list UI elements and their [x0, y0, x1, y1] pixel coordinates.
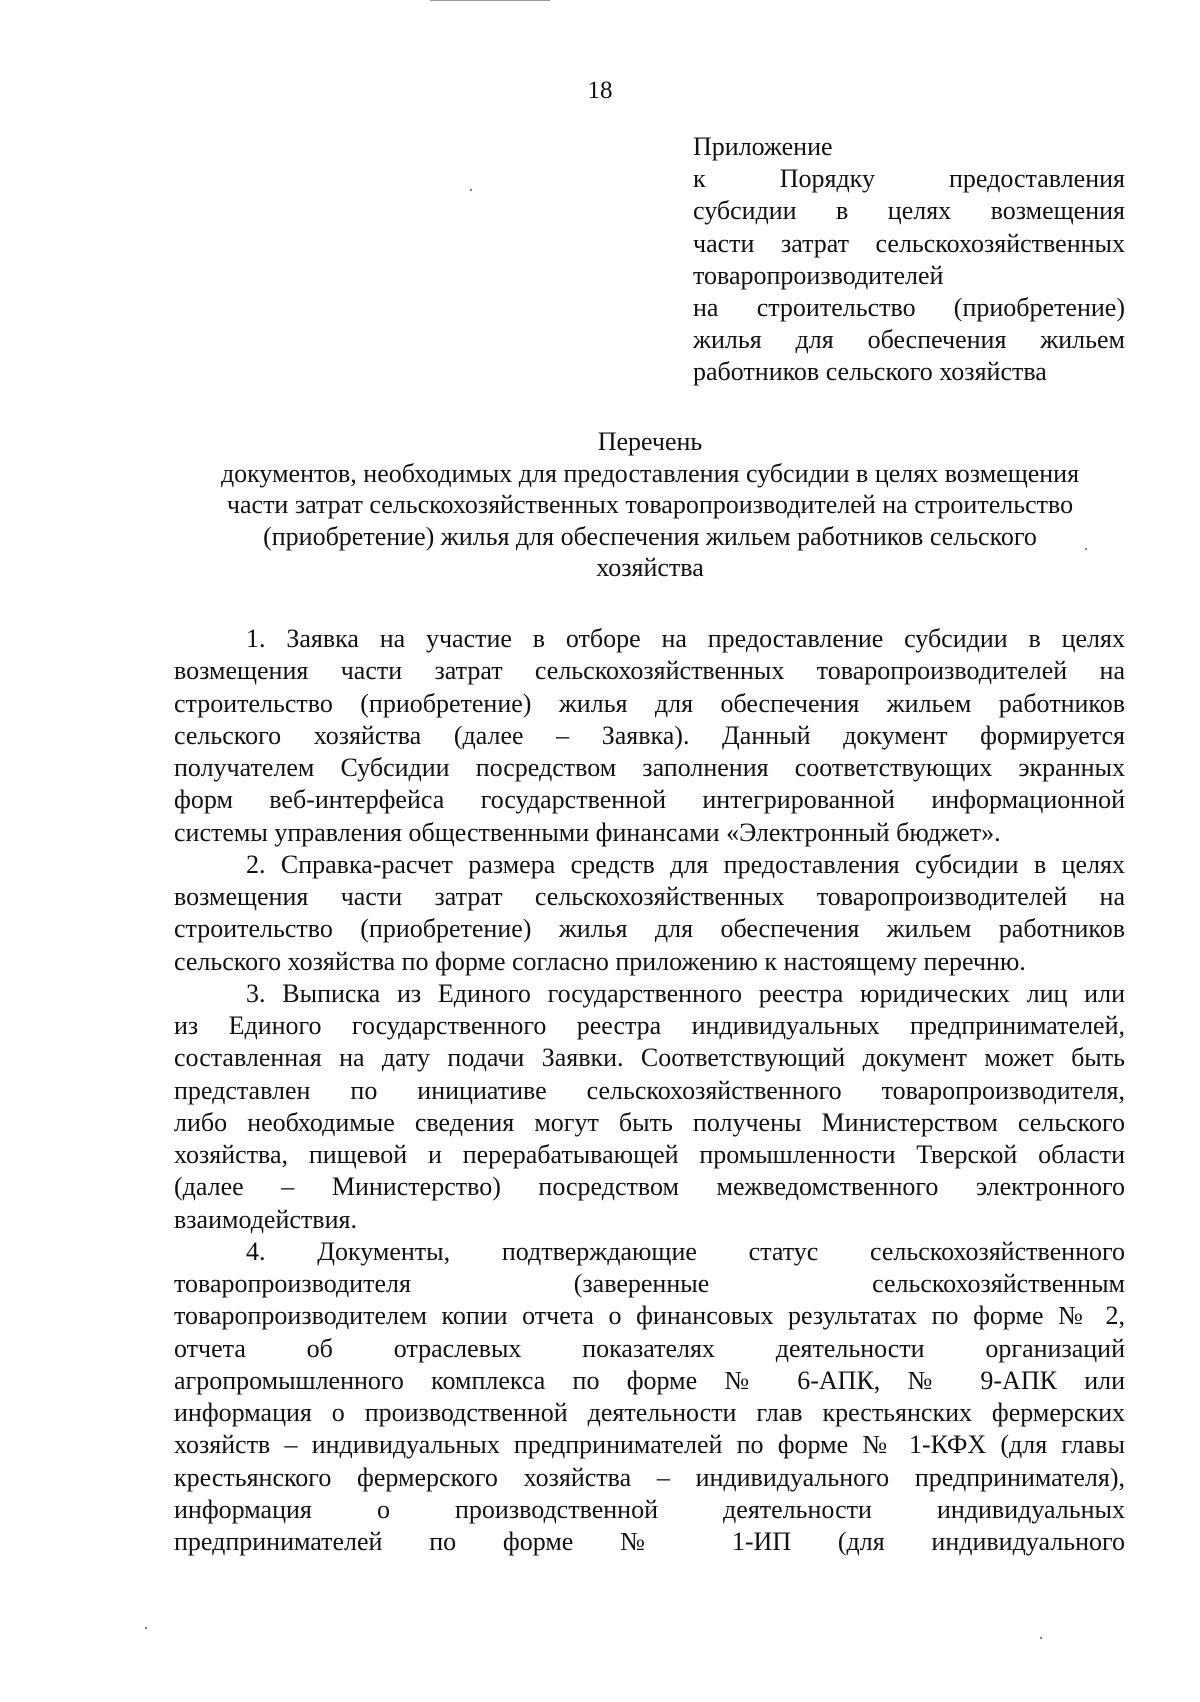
body-line: 3. Выписка из Единого государственного реестра юридических лиц или [246, 978, 1125, 1008]
body-line: возмещения части затрат сельскохозяйственных товаропроизводителей на [174, 656, 1125, 686]
scan-dot [470, 189, 472, 191]
body-line: 4. Документы, подтверждающие статус сельскохозяйственного [246, 1236, 1125, 1266]
body-line: возмещения части затрат сельскохозяйственных товаропроизводителей на [174, 882, 1125, 911]
body-line: товаропроизводителя (заверенные сельскохозяйственным [174, 1269, 1125, 1298]
body-line: получателем Субсидии посредством заполнения соответствующих экранных [174, 753, 1125, 782]
appendix-line: товаропроизводителей [693, 260, 944, 290]
scan-dot [1040, 1637, 1042, 1639]
body-line: хозяйств – индивидуальных предпринимателей по форме № 1-КФХ (для главы [174, 1430, 1125, 1460]
body-line: (далее – Министерство) посредством межведомственного электронного [174, 1172, 1125, 1202]
title-line: документов, необходимых для предоставления субсидии в целях возмещения [220, 458, 1080, 488]
body-line: 1. Заявка на участие в отборе на предоставление субсидии в целях [246, 624, 1125, 653]
body-line: либо необходимые сведения могут быть получены Министерством сельского [174, 1107, 1125, 1137]
document-title [170, 426, 1130, 584]
body-line: сельского хозяйства (далее – Заявка). Данный документ формируется [174, 720, 1125, 750]
body-line: товаропроизводителем копии отчета о финансовых результатах по форме № 2, [174, 1301, 1125, 1331]
appendix-line: Приложение [693, 132, 833, 161]
body-line: строительство (приобретение) жилья для обеспечения жильем работников [174, 688, 1125, 718]
body-line: системы управления общественными финансами «Электронный бюджет». [174, 817, 1001, 847]
appendix-line: работников сельского хозяйства [693, 357, 1047, 387]
title-line: (приобретение) жилья для обеспечения жильем работников сельского [263, 521, 1037, 551]
body-line: 2. Справка-расчет размера средств для предоставления субсидии в целях [246, 849, 1125, 879]
body-line: составленная на дату подачи Заявки. Соответствующий документ может быть [174, 1043, 1125, 1073]
appendix-heading [693, 131, 1125, 389]
body-line: взаимодействия. [174, 1204, 357, 1234]
body-line: отчета об отраслевых показателях деятельности организаций [174, 1333, 1125, 1363]
body-line: форм веб-интерфейса государственной интегрированной информационной [174, 785, 1125, 815]
scan-edge-mark [430, 0, 550, 1]
page-number: 18 [587, 77, 613, 104]
appendix-line: жилья для обеспечения жильем [693, 325, 1125, 355]
title-line: Перечень [597, 427, 703, 456]
appendix-line: к Порядку предоставления [693, 164, 1125, 194]
title-line: части затрат сельскохозяйственных товаропроизводителей на строительство [226, 490, 1074, 519]
body-line: агропромышленного комплекса по форме № 6-АПК, № 9-АПК или [174, 1365, 1125, 1395]
body-line: крестьянского фермерского хозяйства – индивидуального предпринимателя), [174, 1462, 1125, 1492]
body-line: строительство (приобретение) жилья для обеспечения жильем работников [174, 914, 1125, 944]
appendix-line: субсидии в целях возмещения [693, 196, 1125, 226]
body-line: из Единого государственного реестра индивидуальных предпринимателей, [174, 1011, 1125, 1040]
appendix-line: на строительство (приобретение) [693, 293, 1125, 323]
document-body [174, 623, 1125, 1558]
body-line: информация о производственной деятельности глав крестьянских фермерских [174, 1398, 1125, 1427]
body-line: сельского хозяйства по форме согласно приложению к настоящему перечню. [174, 946, 1026, 976]
body-line: представлен по инициативе сельскохозяйственного товаропроизводителя, [174, 1075, 1125, 1105]
appendix-line: части затрат сельскохозяйственных [693, 228, 1125, 258]
scan-dot [145, 1627, 147, 1629]
body-line: хозяйства, пищевой и перерабатывающей промышленности Тверской области [174, 1140, 1125, 1169]
body-line: информация о производственной деятельности индивидуальных [174, 1494, 1125, 1524]
body-line: предпринимателей по форме № 1-ИП (для индивидуального [174, 1527, 1125, 1556]
title-line: хозяйства [596, 553, 704, 582]
